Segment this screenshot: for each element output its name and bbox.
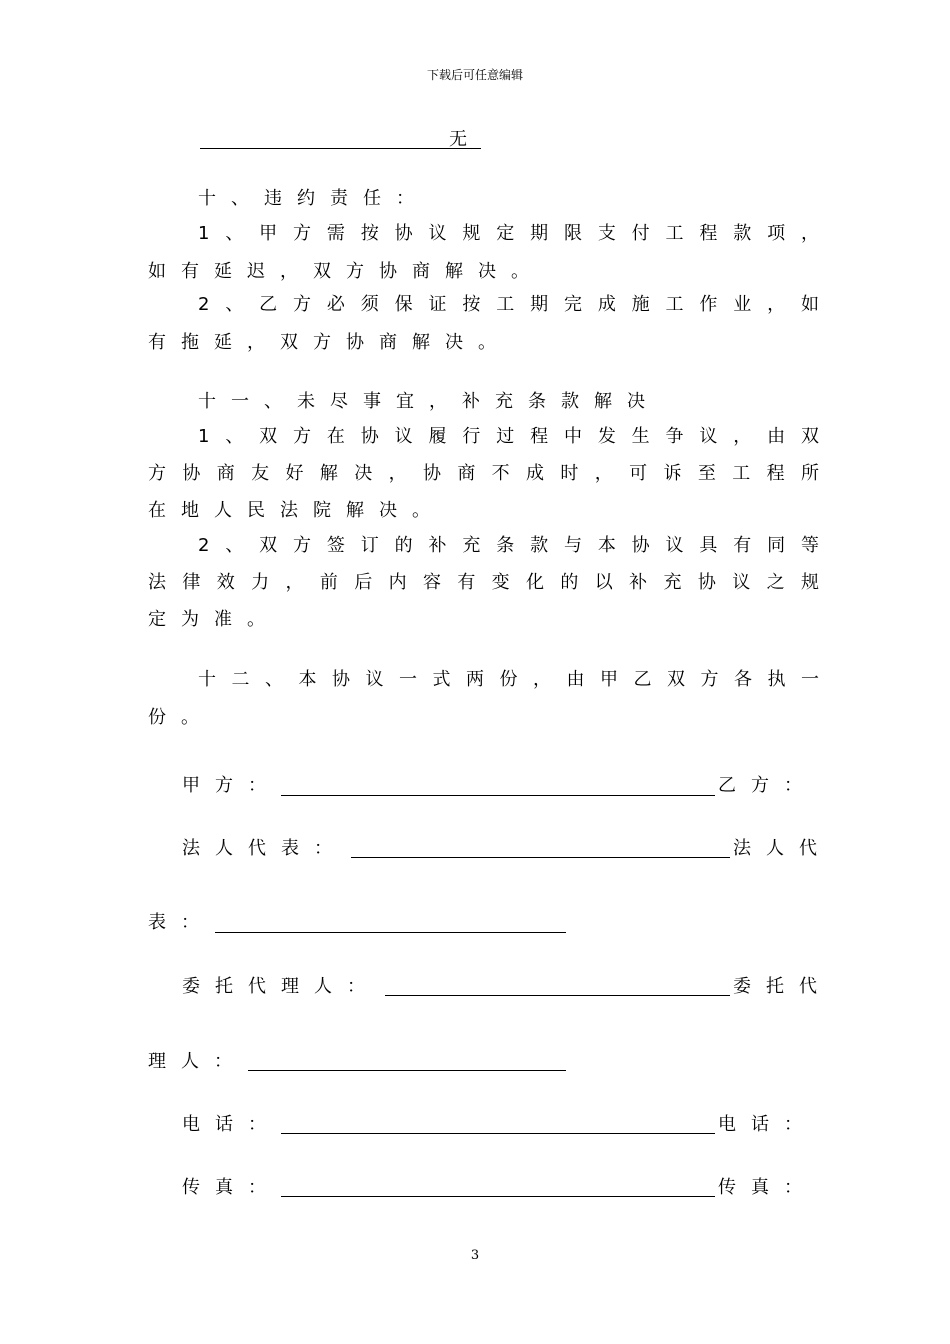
fax-a-label: 传真： [182,1177,281,1198]
section-10-item-1-line-2: 如有延迟，双方协商解决。 [148,261,544,282]
agent-a-label: 委托代理人： [182,976,380,997]
fax-a-blank [281,1196,715,1197]
section-10-item-2-line-1: 2、乙方必须保证按工期完成施工作业，如 [198,294,819,315]
section-10-item-1-line-1: 1、甲方需按协议规定期限支付工程款项， [198,223,819,244]
section-11-item-1-line-1: 1、双方在协议履行过程中发生争议，由双 [198,426,819,447]
agent-b-label-part1: 委托代 [733,976,832,997]
section-11-item-2-line-3: 定为准。 [148,609,280,630]
top-field-underline [200,148,481,149]
section-10-item-2-line-2: 有拖延，双方协商解决。 [148,332,511,353]
page-number: 3 [470,1248,480,1263]
top-field-value: 无 [449,129,467,150]
legal-rep-b-blank [215,932,566,933]
legal-rep-a-label: 法人代表： [182,838,347,859]
section-12-line-1: 十二、本协议一式两份，由甲乙双方各执一 [198,669,819,690]
party-a-label: 甲方： [182,775,281,796]
legal-rep-a-blank [351,857,730,858]
legal-rep-b-label-part1: 法人代 [733,838,832,859]
agent-a-blank [385,995,730,996]
section-11-item-2-line-2: 法律效力，前后内容有变化的以补充协议之规 [148,572,819,593]
fax-b-label: 传真： [718,1177,817,1198]
agent-b-label-part2: 理人： [148,1051,247,1072]
section-11-item-1-line-3: 在地人民法院解决。 [148,500,445,521]
page-header: 下载后可任意编辑 [426,68,523,82]
legal-rep-b-label-part2: 表： [148,912,214,933]
section-11-title: 十一、未尽事宜，补充条款解决 [198,391,660,412]
phone-a-label: 电话： [182,1114,281,1135]
section-11-item-1-line-2: 方协商友好解决，协商不成时，可诉至工程所 [148,463,819,484]
party-b-label: 乙方： [718,775,817,796]
agent-b-blank [248,1070,566,1071]
phone-b-label: 电话： [718,1114,817,1135]
section-11-item-2-line-1: 2、双方签订的补充条款与本协议具有同等 [198,535,819,556]
section-12-line-2: 份。 [148,707,214,728]
section-10-title: 十、违约责任： [198,188,429,209]
phone-a-blank [281,1133,715,1134]
party-a-blank [281,795,715,796]
